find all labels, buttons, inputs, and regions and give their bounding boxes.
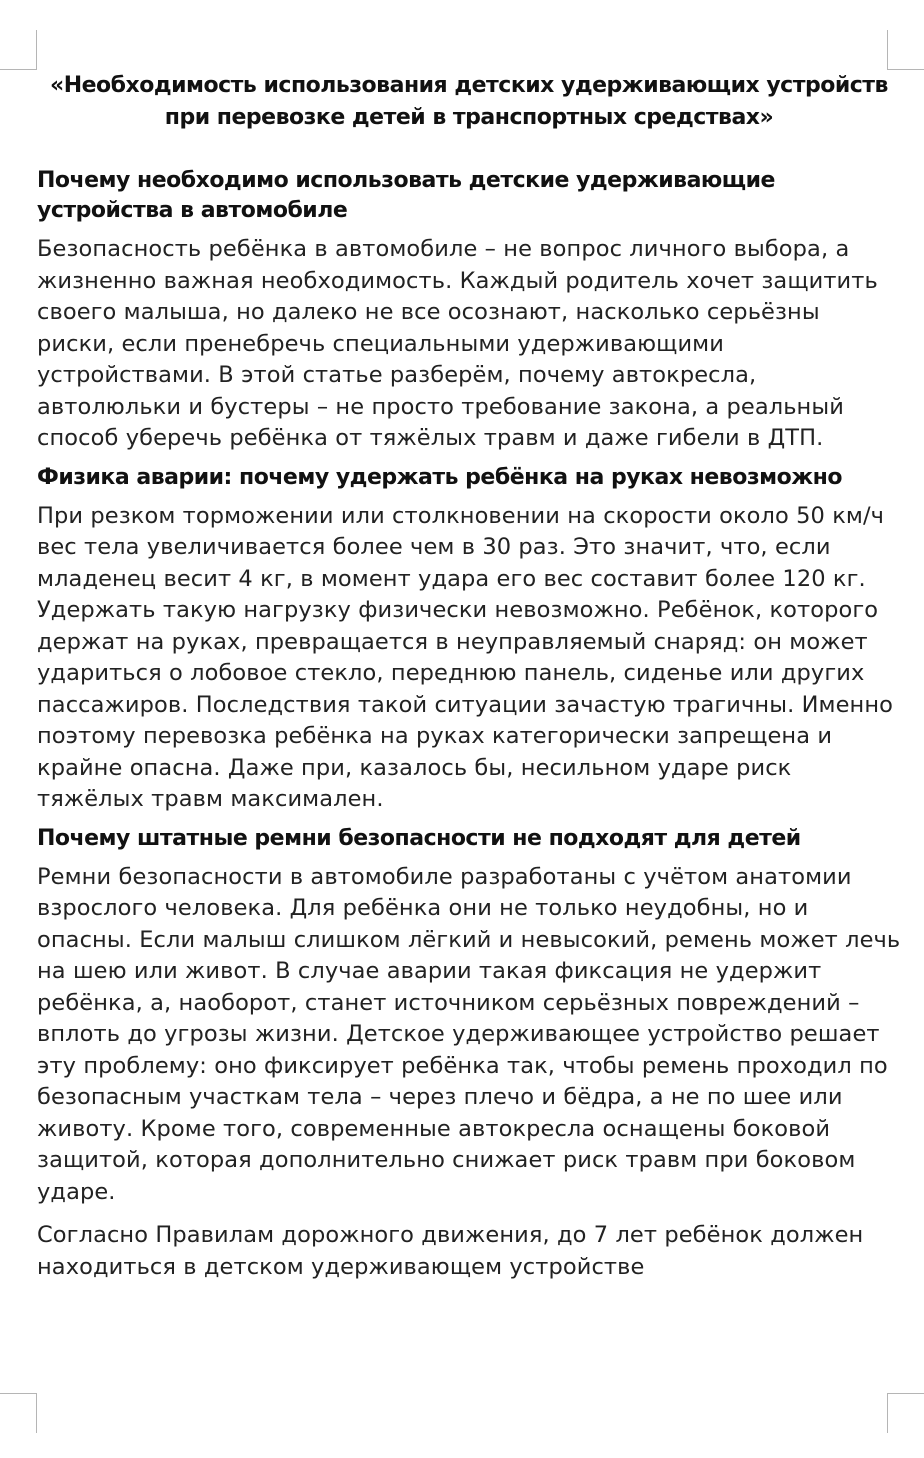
paragraph: Ремни безопасности в автомобиле разработаны с учётом анатомии взрослого человека. Для ребёнка они не только неудобны, но и опасны. Если малыш слишком лёгкий и невысокий, ремень может лечь на шею или живот. В случае аварии такая фиксация не удержит ребёнка, а, наоборот, станет источником серьёзных повреждений – вплоть до угрозы жизни. Детское удерживающее устройство решает эту проблему: оно фиксирует ребёнка так, чтобы ремень проходил по безопасным участкам тела – через плечо и бёдра, а не по шее или животу. Кроме того, современные автокресла оснащены боковой защитой, которая дополнительно снижает риск травм при боковом ударе. <box>37 863 901 1205</box>
crop-mark-top-right-vertical <box>887 30 888 70</box>
crop-mark-bottom-right-vertical <box>887 1393 888 1433</box>
crop-mark-top-left-vertical <box>36 30 37 70</box>
document-page <box>37 70 901 1291</box>
section-heading: Физика аварии: почему удержать ребёнка на руках невозможно <box>37 464 842 490</box>
paragraph: При резком торможении или столкновении на скорости около 50 км/ч вес тела увеличивается более чем в 30 раз. Это значит, что, если младенец весит 4 кг, в момент удара его вес составит более 120 кг. Удержать такую нагрузку физически невозможно. Ребёнок, которого держат на руках, превращается в неуправляемый снаряд: он может удариться о лобовое стекло, переднюю панель, сиденье или других пассажиров. Последствия такой ситуации зачастую трагичны. Именно поэтому перевозка ребёнка на руках категорически запрещена и крайне опасна. Даже при, казалось бы, несильном ударе риск тяжёлых травм максимален. <box>37 502 894 812</box>
document-title: «Необходимость использования детских удерживающих устройств при перевозке детей в транспортных средствах» <box>50 73 888 130</box>
crop-mark-bottom-left-vertical <box>36 1393 37 1433</box>
section-why-use-restraints <box>37 166 901 455</box>
crop-mark-top-left-horizontal <box>0 69 37 70</box>
section-crash-physics <box>37 463 901 816</box>
section-heading: Почему необходимо использовать детские удерживающие устройства в автомобиле <box>37 168 775 223</box>
crop-mark-bottom-right-horizontal <box>887 1393 924 1394</box>
crop-mark-bottom-left-horizontal <box>0 1393 37 1394</box>
section-heading: Почему штатные ремни безопасности не подходят для детей <box>37 825 801 851</box>
paragraph: Согласно Правилам дорожного движения, до 7 лет ребёнок должен находиться в детском удерживающем устройстве <box>37 1222 864 1280</box>
paragraph: Безопасность ребёнка в автомобиле – не вопрос личного выбора, а жизненно важная необходимость. Каждый родитель хочет защитить своего малыша, но далеко не все осознают, насколько серьёзны риски, если пренебречь специальными удерживающими устройствами. В этой статье разберём, почему автокресла, автолюльки и бустеры – не просто требование закона, а реальный способ уберечь ребёнка от тяжёлых травм и даже гибели в ДТП. <box>37 236 878 451</box>
section-seat-belts <box>37 824 901 1284</box>
